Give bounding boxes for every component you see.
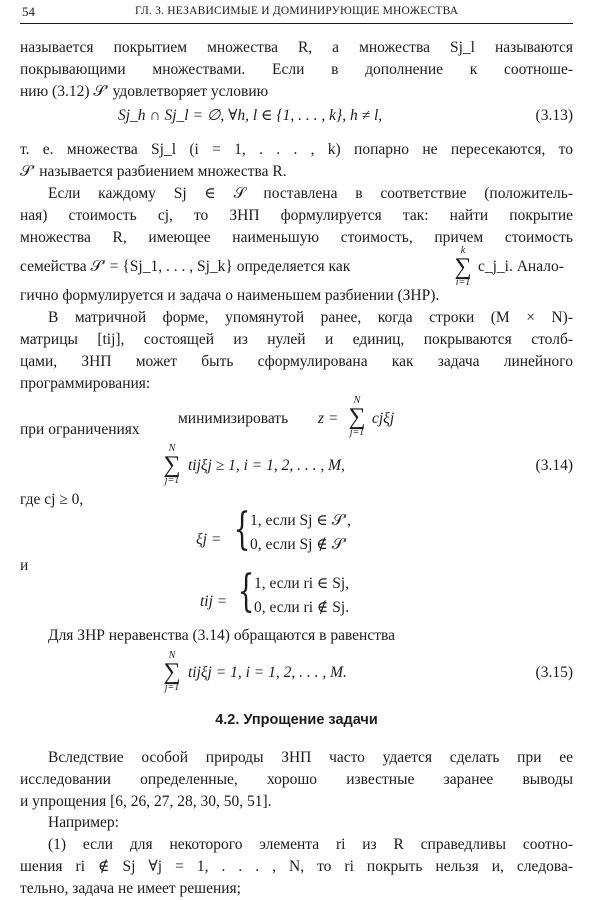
equation-number: (3.14) [535,457,573,474]
equation-number: (3.13) [535,107,573,124]
text-line: множества R, имеющее наименьшую стоимость, причем стоимость [20,229,573,246]
page-number: 54 [22,4,35,19]
text-line: и упрощения [6, 26, 27, 28, 30, 50, 51]. [20,793,272,810]
text-line: и [20,557,29,574]
sum-lower-limit: j=1 [164,682,180,693]
sum-upper-limit: N [353,395,361,406]
text-line: гично формулируется и задача о наименьшем разбиении (ЗНР). [20,287,440,304]
running-title: ГЛ. 3. НЕЗАВИСИМЫЕ И ДОМИНИРУЮЩИЕ МНОЖЕСТВА [135,5,459,17]
text-line: при ограничениях [20,421,140,438]
sigma-symbol: ∑ [454,254,472,280]
text-line: покрывающими множествами. Если в дополнение к соотноше- [20,61,573,78]
sigma-symbol: ∑ [163,452,181,478]
text-line: нию (3.12) 𝒮′ удовлетворяет условию [20,83,269,100]
left-brace: { [237,566,255,617]
text-line: шения ri ∉ Sj ∀j = 1, . . . , N, то ri покрыть нельзя и, следова- [20,858,573,875]
case-line: 1, если Sj ∈ 𝒮′, [250,512,351,529]
equation-3-15: tijξj = 1, i = 1, 2, . . . , M. [188,664,347,681]
text-line: Если каждому Sj ∈ 𝒮 поставлена в соответствие (положитель- [48,185,573,202]
xi-lhs: ξj = [196,531,222,548]
summation [452,246,474,288]
text-line: (1) если для некоторого элемента ri из R справедливы соотно- [48,836,573,853]
text-line: c_j_i. Анало- [478,258,564,275]
text-line: Например: [48,814,119,831]
text-line: Для ЗНР неравенства (3.14) обращаются в равенства [48,627,395,644]
case-line: 0, если ri ∉ Sj. [254,599,350,616]
equation-3-14: tijξj ≥ 1, i = 1, 2, . . . , M, [188,457,345,474]
sum-upper-limit: N [168,443,176,454]
text-line: 𝒮′ называется разбиением множества R. [20,163,287,180]
sum-upper-limit: k [460,245,466,256]
text-line: ная) стоимость cj, то ЗНП формулируется так: найти покрытие [20,207,573,224]
sum-upper-limit: N [168,650,176,661]
summation [160,444,184,486]
text-line: тельно, задача не имеет решения; [20,880,241,897]
left-brace: { [233,504,251,555]
sum-lower-limit: i=1 [455,277,471,288]
equation-3-13: Sj_h ∩ Sj_l = ∅, ∀h, l ∈ {1, . . . , k}, h ≠ l, [118,107,383,124]
sigma-symbol: ∑ [348,404,366,430]
running-header [20,2,573,22]
header-rule [20,23,573,24]
text-line: Вследствие особой природы ЗНП часто удается сделать при ее [48,749,573,766]
equation-number: (3.15) [535,664,573,681]
case-line: 0, если Sj ∉ 𝒮′ [250,536,348,553]
objective-term: cjξj [372,410,395,427]
sum-lower-limit: j=1 [349,427,365,438]
t-lhs: tij = [200,593,228,610]
sum-lower-limit: j=1 [164,475,180,486]
text-line: семейства 𝒮′ = {Sj_1, . . . , Sj_k} определяется как [20,258,351,275]
text-line: т. е. множества Sj_l (i = 1, . . . , k) попарно не пересекаются, то [20,141,573,158]
case-line: 1, если ri ∈ Sj, [254,575,350,592]
sigma-symbol: ∑ [163,659,181,685]
summation [160,651,184,693]
objective-lhs: z = [318,410,339,427]
text-line: исследовании определенные, хорошо известные заранее выводы [20,771,573,788]
text-line: где cj ≥ 0, [20,491,84,508]
text-line: В матричной форме, упомянутой ранее, когда строки (M × N)- [48,309,573,326]
objective-label: минимизировать [178,410,289,427]
text-line: называется покрытием множества R, а множества Sj_l называются [20,39,573,56]
text-line: матрицы [tij], состоящей из нулей и единиц, покрываются столб- [20,331,573,348]
text-line: цами, ЗНП может быть сформулирована как задача линейного [20,353,573,370]
section-title: 4.2. Упрощение задачи [215,712,378,728]
text-line: программирования: [20,375,151,392]
